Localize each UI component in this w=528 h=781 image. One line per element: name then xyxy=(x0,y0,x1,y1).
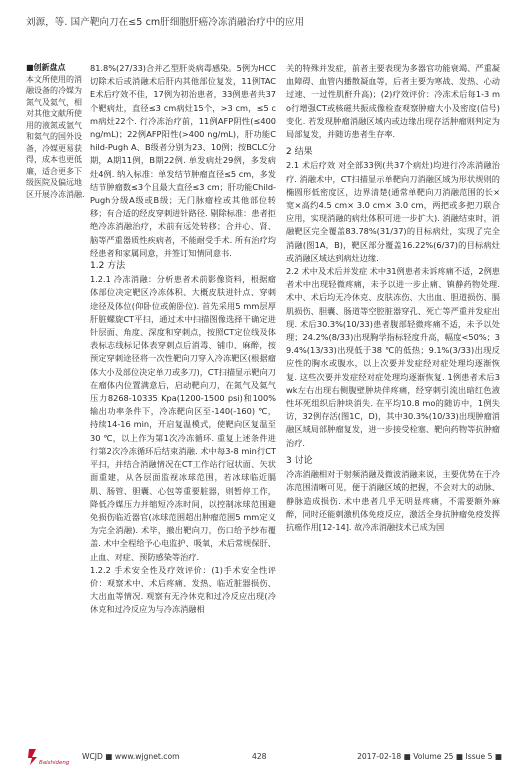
paragraph-cryoablation: 1.2.1 冷冻消融：分析患者术前影像资料，根据瘤体部位决定靶区冷冻体积、大概皮肤进针点、穿刺途径及体位(仰卧位或俯卧位). 首先采用5 mm层厚肝脏螺旋CT平扫，通过术中扫描图像选择干确定进针层面、角度、深度和穿刺点，按照CT定位线及体表标志线标记体表穿刺点后消毒、铺巾、麻醉，按预定穿刺途径将一次性靶向刀穿入冷冻靶区(根据瘤体大小及部位决定单刀或多刀)，CT扫描显示靶向刀在瘤体内位置满意后，启动靶向刀，在氮气及氦气压力8268-10335 Kpa(1200-1500 psi)和100%输出功率条件下，冷冻靶向区至-140(-160) ℃，持续14-16 min，开启复温模式，使靶向区复温至30 ℃，以上作为第1次冷冻循环. 重复上述条件进行第2次冷冻循环后结束消融. 术中每3-8 min行CT平扫，并结合消融情况在CT工作站行冠状面、矢状面重建，从各层面监视冰球范围，若冰球临近膈肌、肠管、胆囊、心包等重要脏器，则暂停工作，降低冷媒压力并缩短冷冻时间，以控制冰球范围避免损伤临近器官(冰球范围超出肿瘤范围5 mm定义为完全消融). 术毕，撤出靶向刀，伤口给予纱布覆盖. 术中全程给予心电监护、吸氧，术后常规保肝、止血、对症、预防感染等治疗. xyxy=(90,274,276,562)
paragraph-evaluation: 1.2.2 手术安全性及疗效评价：(1)手术安全性评价：观察术中、术后疼痛、发热、临近脏器损伤、大出血等情况. 观察有无冷休克和过冷反应出现(冷休克和过冷反应为与冷冻消融相 xyxy=(90,564,276,615)
right-column xyxy=(286,62,500,534)
section-heading-methods: 1.2 方法 xyxy=(90,261,126,272)
paragraph-adverse-events: 2.2 术中及术后并发症 术中31例患者未诉疼痛不适，2例患者术中出现轻微疼痛，未予以进一步止痛、镇静药物处理. 术中、术后均无冷休克、皮肤冻伤、大出血、胆道损伤、膈肌损伤、胆囊、肠道等空腔脏器穿孔、死亡等严重并发症出现. 术后30.3%(10/33)患者腹部轻微疼痛不适，未予以处理；24.2%(8/33)出现胸学指标轻度升高，幅度<50%；39.4%(13/33)出现低于38 ℃的低热；9.1%(3/33)出现反应性的胸水或腹水，以上次要并发症经对症处理均逐渐恢复. 这些次要并发症经对症处理均逐渐恢复. 1例患者术后3 wk左右出现右侧腹壁肿块伴疼痛，经穿刺引流出暗红色液性坏死组织后肿块消失. 在平均10.8 mo的随访中，1例失访，32例存活(图1C，D)，其中30.3%(10/33)出现肿瘤消融区域局部肿瘤复发，进一步接受栓塞、靶向药物等抗肿瘤治疗. xyxy=(286,266,500,448)
left-column xyxy=(90,62,276,617)
journal-url: WCJD ■ www.wjgnet.com xyxy=(82,752,180,761)
paragraph-efficacy: 2.1 术后疗效 对全部33例(共37个病灶)均进行冷冻消融治疗. 消融术中，CT扫描显示单靶向刀消融区域为形状规则的椭圆形低密度区，边界清楚(通常单靶向刀消融范围的长×宽×高约4.5 cm× 3.0 cm× 3.0 cm，两把或多把刀联合应用，实现消融的病灶体积可进一步扩大). 消融结束时，消融靶区完全覆盖83.78%(31/37)的目标病灶，实现了完全消融(图1A，B)，靶区部分覆盖16.22%(6/37)的目标病灶或消融区域达到病灶边缘. xyxy=(286,160,500,263)
paragraph-discussion: 冷冻消融相对于射频消融及微波消融来说，主要优势在于冷冻范围清晰可见，便于消融区域的把握，不会对大的动脉、静脉造成损伤. 术中患者几乎无明显疼痛，不需要额外麻醉，同时还能刺激机体免疫反应，激活全身抗肿瘤免疫发挥抗癌作用[12-14]. 故冷冻消融技术已成为国 xyxy=(286,469,500,532)
section-heading-discussion: 3 讨论 xyxy=(286,455,313,466)
paragraph-patients: 81.8%(27/33)合并乙型肝炎病毒感染。5例为HCC切除术后或消融术后肝内其他部位复发，11例TACE术后疗效不佳，17例为初治患者，33例患者共37个靶病灶，直径≤3 cm病灶15个，>3 cm，≤5 cm病灶22个. 行冷冻治疗前，11例AFP阴性(≤400 ng/mL)；22例AFP阳性(>400 ng/mL)，肝功能Child-Pugh A、B级者分别为23、10例；按BCLC分期，A期11例，B期22例. 单发病灶29例，多发病灶4例. 纳入标准：单发结节肿瘤直径≤5 cm，多发结节肿瘤数≤3个且最大直径≤3 cm；肝功能Child-Pugh分级A级或B级；无门脉瘤栓或其他部位转移；有合适的经皮穿刺进针路径. 剔除标准：患者拒绝冷冻消融治疗，术前有远处转移；合并心、肾、脑等严重器质性疾病者，不能耐受手术. 所有治疗均经患者和家属同意，并签订知情同意书. xyxy=(90,63,276,258)
issue-info: 2017-02-18 ■ Volume 25 ■ Issue 5 ■ xyxy=(357,752,502,761)
publisher-logo xyxy=(26,747,78,767)
running-header: 刘源，等. 国产靶向刀在≤5 cm肝细胞肝癌冷冻消融治疗中的应用 xyxy=(26,17,305,28)
logo-wordmark: Baishideng xyxy=(39,760,70,766)
page-number: 428 xyxy=(252,752,267,761)
paragraph-complications-def: 关的特殊并发症，前者主要表现为多器官功能衰竭、严重凝血障碍、血管内播散凝血等，后者主要为寒战、发热、心动过速、一过性肌酐升高)；(2)疗效评价：冷冻术后每1-3 mo行增强CT或核磁共振成像检查观察肿瘤大小及密度(信号)变化. 若发现肿瘤消融区域内或边缘出现存活肿瘤则判定为局部复发，并随访患者生存率. xyxy=(286,63,500,140)
sidebar-title: ■创新盘点 xyxy=(26,63,66,72)
innovation-sidebar xyxy=(26,62,86,200)
page-footer xyxy=(26,749,502,765)
section-heading-results: 2 结果 xyxy=(286,147,313,158)
sidebar-text: 本文所使用的消融设备的冷媒为氮气及氦气，相对其他文献所使用的液氮或氩气和氦气的国外设备，冷媒更易获得，成本也更低廉，适合更多下级医院及偏远地区开展冷冻消融. xyxy=(26,74,85,199)
